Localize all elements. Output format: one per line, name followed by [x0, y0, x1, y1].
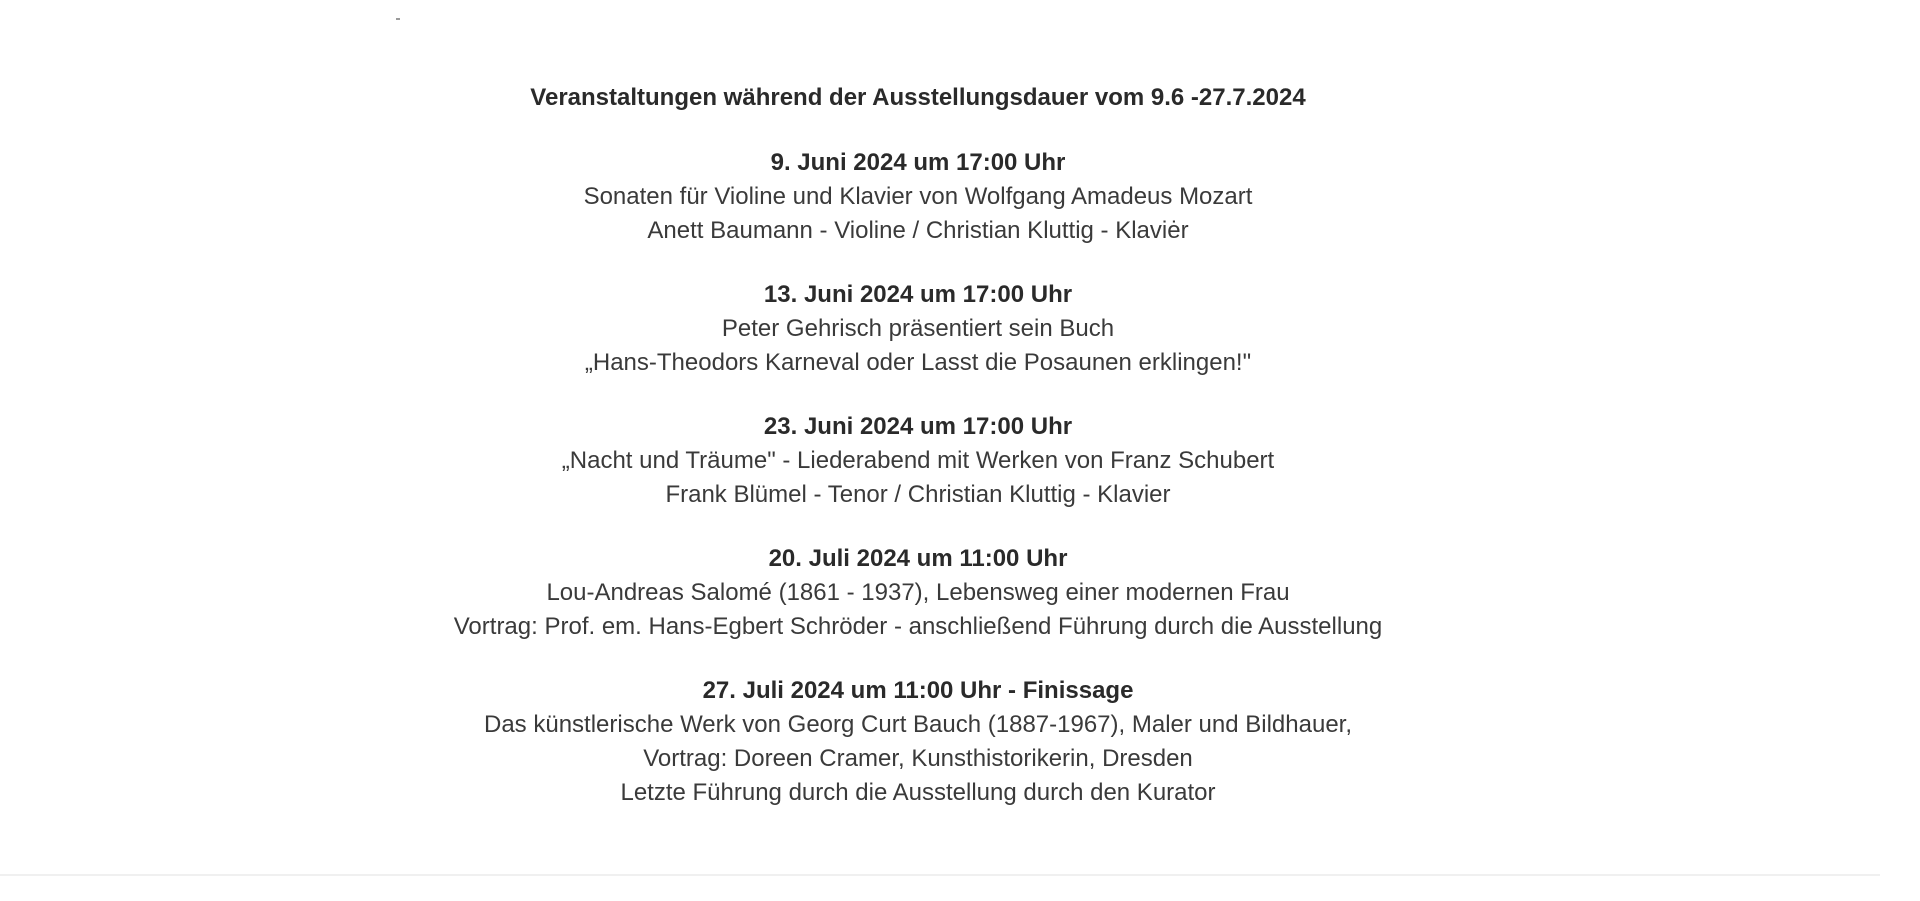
event-date: 9. Juni 2024 um 17:00 Uhr	[770, 149, 1066, 176]
event-performers: Anett Baumann - Violine / Christian Kluttig - Klaviėr	[647, 217, 1189, 244]
event-description: Sonaten für Violine und Klavier von Wolfgang Amadeus Mozart	[583, 183, 1253, 210]
event-4	[0, 542, 1836, 644]
event-description: Peter Gehrisch präsentiert sein Buch	[721, 315, 1115, 342]
event-date: 13. Juni 2024 um 17:00 Uhr	[763, 281, 1073, 308]
event-tour: Letzte Führung durch die Ausstellung durch den Kurator	[620, 779, 1216, 806]
event-2	[0, 278, 1836, 380]
event-lecture: Vortrag: Prof. em. Hans-Egbert Schröder - anschließend Führung durch die Ausstellung	[453, 613, 1383, 640]
event-1	[0, 146, 1836, 248]
event-description: „Nacht und Träume" - Liederabend mit Werken von Franz Schubert	[561, 447, 1275, 474]
event-description: Das künstlerische Werk von Georg Curt Bauch (1887-1967), Maler und Bildhauer,	[484, 711, 1352, 738]
event-date: 23. Juni 2024 um 17:00 Uhr	[763, 413, 1073, 440]
event-date: 20. Juli 2024 um 11:00 Uhr	[768, 545, 1068, 572]
event-date: 27. Juli 2024 um 11:00 Uhr - Finissage	[702, 677, 1134, 704]
event-performers: Frank Blümel - Tenor / Christian Kluttig - Klavier	[665, 481, 1171, 508]
event-3	[0, 410, 1836, 512]
event-lecture: Vortrag: Doreen Cramer, Kunsthistorikerin, Dresden	[643, 745, 1193, 772]
event-5	[0, 674, 1836, 810]
event-program	[0, 76, 1836, 840]
scan-speck	[396, 18, 400, 20]
event-book-title: „Hans-Theodors Karneval oder Lasst die Posaunen erklingen!"	[584, 349, 1252, 376]
event-description: Lou-Andreas Salomé (1861 - 1937), Lebensweg einer modernen Frau	[546, 579, 1290, 606]
page-bottom-edge	[0, 874, 1880, 876]
program-heading: Veranstaltungen während der Ausstellungsdauer vom 9.6 -27.7.2024	[530, 84, 1306, 111]
